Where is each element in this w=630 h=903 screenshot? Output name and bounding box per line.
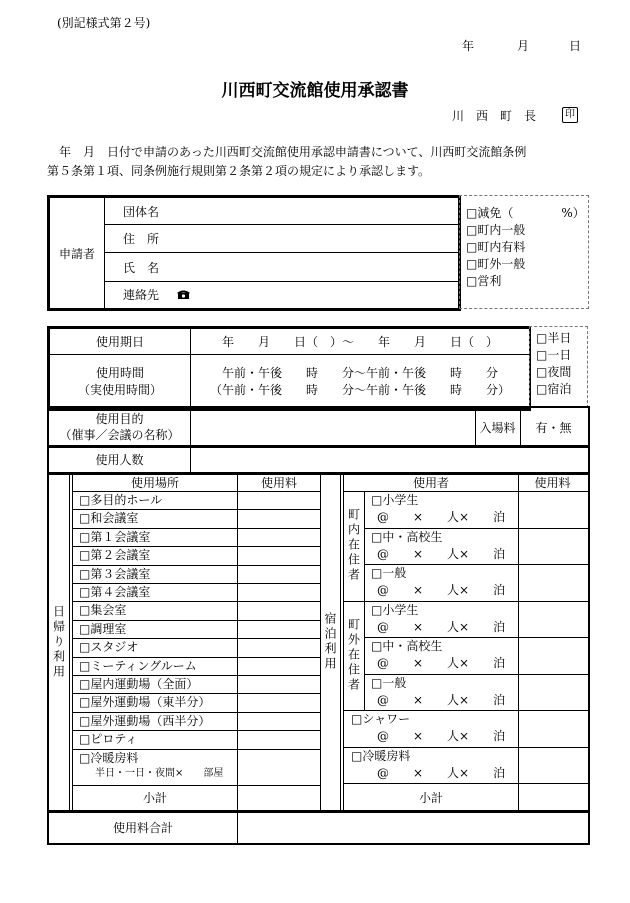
stay-label: 宿泊利用 — [323, 612, 337, 672]
col-stay-fee-header: 使用料 — [534, 475, 571, 490]
place-item[interactable]: □集会室 — [79, 603, 127, 618]
place-fee[interactable] — [238, 583, 320, 601]
place-fee[interactable] — [238, 546, 320, 564]
place-item[interactable]: □第１会議室 — [79, 529, 151, 544]
usage-date-value[interactable]: 年 月 日（ ）～ 年 月 日（ ） — [191, 329, 530, 355]
field-org-name[interactable]: 団体名 — [105, 198, 459, 225]
date-day: 日 — [569, 39, 582, 53]
stay-rate-line: @ × 人× 泊 — [377, 546, 506, 561]
entry-fee-value[interactable]: 有・無 — [535, 420, 572, 435]
total-label: 使用料合計 — [112, 820, 173, 835]
stay-subtotal-label: 小計 — [418, 790, 443, 805]
place-item[interactable]: □第２会議室 — [79, 548, 151, 563]
place-fee[interactable] — [238, 730, 320, 748]
stay-fee[interactable] — [519, 564, 586, 601]
nonresident-label: 町外在住者 — [346, 617, 361, 693]
day-ac-item[interactable]: □冷暖房料 — [79, 750, 139, 765]
stay-category[interactable]: □中・高校生 — [371, 529, 443, 544]
col-user-header: 使用者 — [412, 475, 449, 490]
stay-fee[interactable] — [519, 674, 586, 711]
total-input[interactable] — [238, 811, 586, 843]
seal-mark: 印 — [562, 107, 578, 123]
fee-grid — [47, 472, 590, 813]
stay-fee[interactable] — [519, 637, 586, 674]
place-fee[interactable] — [238, 657, 320, 675]
reduction-exempt[interactable]: □減免（ %） — [466, 206, 585, 220]
day-ac-detail: 半日・一日・夜間× 部屋 — [95, 767, 224, 779]
period-overnight[interactable]: □宿泊 — [536, 382, 572, 396]
place-item[interactable]: □調理室 — [79, 621, 127, 636]
place-fee[interactable] — [238, 528, 320, 546]
field-contact[interactable]: 連絡先 — [105, 281, 459, 308]
stay-category[interactable]: □中・高校生 — [371, 639, 443, 653]
reduction-local-paid[interactable]: □町内有料 — [466, 240, 526, 254]
stay-rate-line: @ × 人× 泊 — [377, 510, 506, 524]
place-item[interactable]: □屋外運動場（東半分） — [79, 695, 211, 710]
stay-ac[interactable]: □冷暖房料 — [351, 748, 411, 763]
day-subtotal-label: 小計 — [142, 791, 167, 806]
entry-fee-label: 入場料 — [479, 420, 516, 435]
place-item[interactable]: □屋外運動場（西半分） — [79, 713, 211, 728]
place-item[interactable]: □ミーティングルーム — [79, 658, 197, 673]
document-title: 川西町交流館使用承認書 — [221, 81, 409, 101]
reduction-local-general[interactable]: □町内一般 — [466, 223, 526, 237]
usage-date-label: 使用期日 — [50, 329, 191, 355]
stay-rate-line: @ × 人× 泊 — [377, 729, 506, 743]
applicant-label: 申請者 — [50, 198, 105, 309]
usage-time-label: 使用時間 （実使用時間） — [50, 355, 191, 409]
stay-fee[interactable] — [519, 601, 586, 638]
place-item[interactable]: □多目的ホール — [79, 493, 163, 507]
period-full-day[interactable]: □一日 — [536, 348, 572, 362]
stay-category[interactable]: □一般 — [371, 566, 407, 580]
stay-rate-line: @ × 人× 泊 — [377, 656, 506, 670]
headcount-section — [47, 445, 590, 475]
place-fee[interactable] — [238, 638, 320, 656]
col-day-fee-header: 使用料 — [260, 475, 297, 490]
usage-time-value[interactable]: 午前・午後 時 分～午前・午後 時 分 （午前・午後 時 分～午前・午後 時 分） — [191, 355, 530, 409]
issuer: 川 西 町 長 — [452, 109, 537, 123]
place-fee[interactable] — [238, 620, 320, 638]
stay-fee[interactable] — [519, 528, 586, 565]
place-item[interactable]: □第３会議室 — [79, 566, 151, 581]
body-text-line2: 第５条第１項、同条例施行規則第２条第２項の規定により承認します。 — [47, 164, 431, 178]
place-item[interactable]: □スタジオ — [79, 640, 139, 655]
stay-category[interactable]: □小学生 — [371, 602, 419, 617]
place-fee[interactable] — [238, 712, 320, 730]
date-month: 月 — [517, 39, 530, 53]
place-fee[interactable] — [238, 601, 320, 619]
headcount-input[interactable] — [191, 446, 586, 473]
place-fee[interactable] — [238, 675, 320, 693]
form-number: (別記様式第２号) — [57, 16, 151, 30]
applicant-section — [47, 195, 461, 311]
stay-rate-line: @ × 人× 泊 — [377, 583, 506, 597]
stay-rate-line: @ × 人× 泊 — [377, 692, 506, 707]
telephone-icon — [177, 289, 190, 303]
period-half-day[interactable]: □半日 — [536, 331, 572, 345]
resident-label: 町内在住者 — [346, 508, 361, 584]
reduction-outside-general[interactable]: □町外一般 — [466, 257, 526, 271]
stay-shower[interactable]: □シャワー — [351, 712, 411, 726]
reduction-commercial[interactable]: □営利 — [466, 274, 502, 288]
place-fee[interactable] — [238, 491, 320, 509]
place-item[interactable]: □屋内運動場（全面） — [79, 677, 199, 691]
stay-category[interactable]: □一般 — [371, 675, 407, 690]
stay-rate-line: @ × 人× 泊 — [377, 619, 506, 634]
stay-fee[interactable] — [519, 491, 586, 528]
headcount-label: 使用人数 — [95, 453, 144, 467]
purpose-label: 使用目的 （催事／会議の名称） — [59, 412, 180, 442]
total-section — [47, 810, 590, 845]
purpose-section — [47, 406, 590, 448]
field-address[interactable]: 住 所 — [105, 225, 459, 253]
date-year: 年 — [462, 39, 475, 53]
place-fee[interactable] — [238, 565, 320, 583]
reduction-options — [459, 195, 589, 309]
day-use-label: 日帰り利用 — [51, 604, 66, 680]
purpose-input[interactable] — [191, 408, 520, 446]
place-fee[interactable] — [238, 693, 320, 711]
place-item[interactable]: □第４会議室 — [79, 585, 151, 599]
field-name[interactable]: 氏 名 — [105, 253, 459, 281]
place-fee[interactable] — [238, 509, 320, 527]
period-options — [529, 326, 588, 408]
stay-category[interactable]: □小学生 — [371, 493, 419, 507]
body-text-line1: 年 月 日付で申請のあった川西町交流館使用承認申請書について、川西町交流館条例 — [47, 145, 527, 159]
place-item[interactable]: □和会議室 — [79, 511, 139, 526]
col-place-header: 使用場所 — [130, 475, 179, 490]
stay-rate-line: @ × 人× 泊 — [377, 765, 506, 780]
place-item[interactable]: □ピロティ — [79, 732, 138, 747]
usage-section — [47, 326, 531, 411]
period-night[interactable]: □夜間 — [536, 365, 572, 379]
